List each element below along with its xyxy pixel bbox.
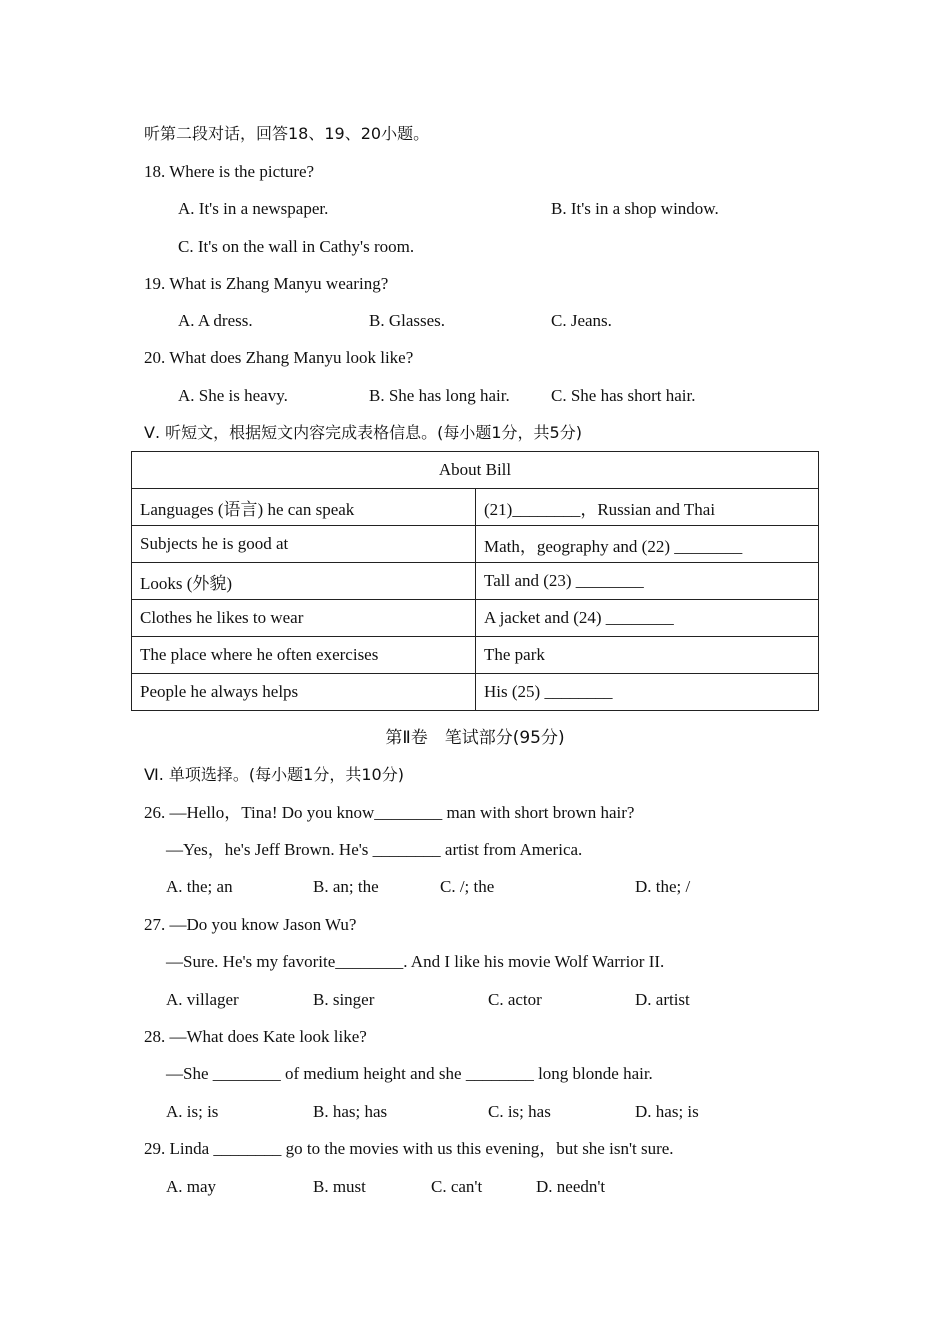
table-row [132,563,819,600]
question-18: 18. Where is the picture? [144,162,315,181]
q27-option-c: C. actor [488,990,542,1009]
table-cell-value: Math，geography and (22) ________ [476,526,819,563]
table-cell-label: Looks (外貌) [132,563,476,600]
table-row [132,637,819,674]
question-26-line-2: —Yes，he's Jeff Brown. He's ________ artist from America. [166,840,583,859]
question-28-line-1: 28. —What does Kate look like? [144,1027,367,1046]
table-cell-value: Tall and (23) ________ [476,563,819,600]
table-cell-value: (21)________，Russian and Thai [476,489,819,526]
q29-option-a: A. may [166,1177,217,1196]
q26-option-c: C. /; the [440,877,495,896]
section-heading-v: Ⅴ. 听短文，根据短文内容完成表格信息。(每小题1分，共5分) [144,423,582,442]
part-two-title: 第Ⅱ卷 笔试部分(95分) [385,728,565,748]
about-bill-table [131,451,819,711]
q29-option-d: D. needn't [536,1177,606,1196]
q28-option-c: C. is; has [488,1102,551,1121]
table-cell-value: His (25) ________ [476,674,819,711]
question-19: 19. What is Zhang Manyu wearing? [144,274,389,293]
q18-option-c: C. It's on the wall in Cathy's room. [178,237,415,256]
table-header-row [132,452,819,489]
question-27-line-1: 27. —Do you know Jason Wu? [144,915,357,934]
q26-option-a: A. the; an [166,877,233,896]
q27-option-a: A. villager [166,990,239,1009]
q18-option-a: A. It's in a newspaper. [178,199,329,218]
q26-option-b: B. an; the [313,877,379,896]
q26-option-d: D. the; / [635,877,691,896]
question-27-line-2: —Sure. He's my favorite________. And I like his movie Wolf Warrior II. [166,952,665,971]
table-cell-label: Clothes he likes to wear [132,600,476,637]
q20-option-b: B. She has long hair. [369,386,510,405]
table-cell-label: People he always helps [132,674,476,711]
table-row [132,526,819,563]
question-28-line-2: —She ________ of medium height and she ________ long blonde hair. [166,1064,653,1083]
q28-option-b: B. has; has [313,1102,388,1121]
q20-option-a: A. She is heavy. [178,386,288,405]
section-heading-vi: Ⅵ. 单项选择。(每小题1分，共10分) [144,765,404,784]
q20-option-c: C. She has short hair. [551,386,696,405]
q19-option-a: A. A dress. [178,311,253,330]
q19-option-b: B. Glasses. [369,311,446,330]
q28-option-d: D. has; is [635,1102,699,1121]
q27-option-b: B. singer [313,990,375,1009]
question-29-line-1: 29. Linda ________ go to the movies with us this evening，but she isn't sure. [144,1139,674,1158]
table-row [132,489,819,526]
section-heading-listen-2: 听第二段对话，回答18、19、20小题。 [144,124,430,143]
table-cell-label: Languages (语言) he can speak [132,489,476,526]
table-title: About Bill [132,452,819,489]
table-row [132,674,819,711]
question-26-line-1: 26. —Hello，Tina! Do you know________ man with short brown hair? [144,803,635,822]
q19-option-c: C. Jeans. [551,311,612,330]
table-row [132,600,819,637]
q28-option-a: A. is; is [166,1102,219,1121]
q29-option-c: C. can't [431,1177,483,1196]
table-cell-label: Subjects he is good at [132,526,476,563]
q27-option-d: D. artist [635,990,690,1009]
table-cell-label: The place where he often exercises [132,637,476,674]
table-cell-value: The park [476,637,819,674]
q29-option-b: B. must [313,1177,366,1196]
table-cell-value: A jacket and (24) ________ [476,600,819,637]
q18-option-b: B. It's in a shop window. [551,199,719,218]
question-20: 20. What does Zhang Manyu look like? [144,348,414,367]
